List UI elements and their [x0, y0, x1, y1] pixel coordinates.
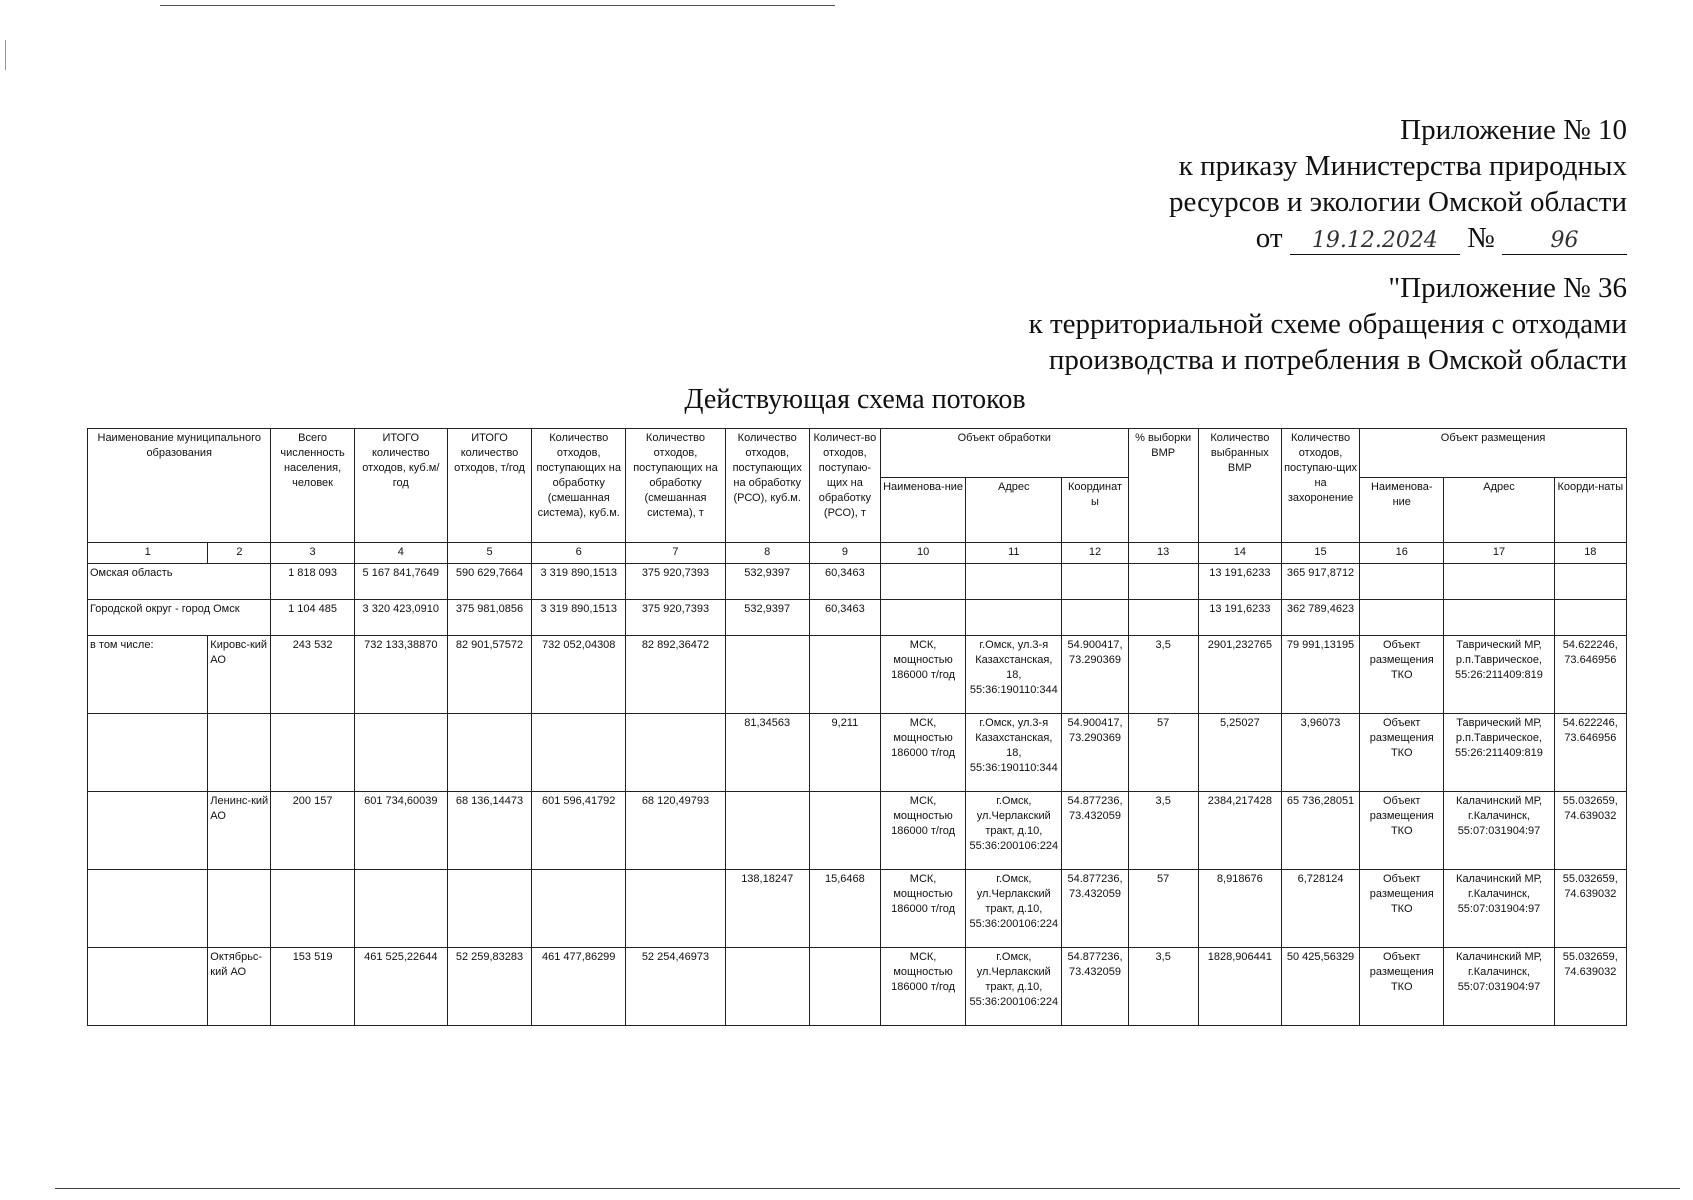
order-date: 19.12.2024: [1290, 228, 1460, 255]
cell-volume-total: [354, 714, 447, 792]
appendix-header: [1029, 112, 1627, 378]
col-head-place-address: Адрес: [1444, 478, 1554, 543]
cell-mass-mixed: 82 892,36472: [626, 636, 725, 714]
cell-proc-name: МСК, мощностью 186000 т/год: [880, 948, 965, 1026]
cell-place-coords: 55.032659, 74.639032: [1554, 870, 1626, 948]
cell-proc-address: г.Омск, ул.Черлакский тракт, д.10, 55:36:200106:224: [966, 792, 1062, 870]
cell-vmr-quantity: 2384,217428: [1198, 792, 1281, 870]
cell-proc-coords: 54.900417, 73.290369: [1062, 636, 1128, 714]
cell-proc-address: г.Омск, ул.Черлакский тракт, д.10, 55:36:200106:224: [966, 870, 1062, 948]
cell-population: 200 157: [271, 792, 354, 870]
cell-mo: [88, 792, 208, 870]
column-number: 2: [208, 543, 271, 564]
cell-place-name: Объект размещения ТКО: [1360, 870, 1444, 948]
region-line: производства и потребления в Омской области: [1048, 344, 1627, 376]
cell-population: [271, 870, 354, 948]
col-head-mass-rso: Количест-во отходов, поступаю-щих на обработку (РСО), т: [809, 429, 880, 543]
column-number: 7: [626, 543, 725, 564]
cell-burial: 3,96073: [1281, 714, 1359, 792]
cell-place-coords: 54.622246, 73.646956: [1554, 636, 1626, 714]
cell-vmr-percent: [1128, 564, 1198, 600]
cell-place-coords: [1554, 564, 1626, 600]
column-number: 4: [354, 543, 447, 564]
cell-volume-mixed: [532, 714, 626, 792]
cell-vmr-quantity: 13 191,6233: [1198, 600, 1281, 636]
scheme-line: к территориальной схеме обращения с отходами: [1028, 308, 1627, 340]
cell-proc-coords: [1062, 564, 1128, 600]
col-head-proc-address: Адрес: [966, 478, 1062, 543]
cell-volume-mixed: 601 596,41792: [532, 792, 626, 870]
flow-table: [87, 428, 1627, 1026]
cell-place-name: [1360, 600, 1444, 636]
bottom-rule: [55, 1188, 1680, 1189]
cell-place-address: Калачинский МР, г.Калачинск, 55:07:031904:97: [1444, 870, 1554, 948]
cell-population: [271, 714, 354, 792]
column-number: 13: [1128, 543, 1198, 564]
cell-vmr-percent: 57: [1128, 714, 1198, 792]
appendix-number: Приложение № 10: [1400, 114, 1627, 146]
col-head-vmr-quantity: Количество выбранных ВМР: [1198, 429, 1281, 543]
date-line: [1029, 220, 1627, 256]
cell-vmr-quantity: 1828,906441: [1198, 948, 1281, 1026]
cell-vmr-quantity: 13 191,6233: [1198, 564, 1281, 600]
cell-burial: 6,728124: [1281, 870, 1359, 948]
cell-mass-total: 52 259,83283: [447, 948, 531, 1026]
cell-volume-total: 461 525,22644: [354, 948, 447, 1026]
cell-vmr-percent: 57: [1128, 870, 1198, 948]
cell-vmr-percent: 3,5: [1128, 948, 1198, 1026]
cell-place-address: Калачинский МР, г.Калачинск, 55:07:031904:97: [1444, 792, 1554, 870]
cell-mass-mixed: 375 920,7393: [626, 564, 725, 600]
cell-volume-total: [354, 870, 447, 948]
cell-proc-address: г.Омск, ул.3-я Казахстанская, 18, 55:36:190110:344: [966, 714, 1062, 792]
col-head-volume-mixed: Количество отходов, поступающих на обработку (смешанная система), куб.м.: [532, 429, 626, 543]
cell-volume-total: 601 734,60039: [354, 792, 447, 870]
col-head-proc-name: Наименова-ние: [880, 478, 965, 543]
col-head-vmr-percent: % выборки ВМР: [1128, 429, 1198, 543]
table-row: [88, 870, 1627, 948]
col-head-mass-mixed: Количество отходов, поступающих на обработку (смешанная система), т: [626, 429, 725, 543]
cell-proc-coords: 54.877236, 73.432059: [1062, 792, 1128, 870]
cell-proc-address: [966, 600, 1062, 636]
cell-volume-total: 732 133,38870: [354, 636, 447, 714]
cell-mass-total: 375 981,0856: [447, 600, 531, 636]
cell-district: Кировс-кий АО: [208, 636, 271, 714]
cell-mo: [88, 714, 208, 792]
cell-population: 243 532: [271, 636, 354, 714]
cell-place-name: [1360, 564, 1444, 600]
column-number: 18: [1554, 543, 1626, 564]
cell-volume-rso: [725, 792, 809, 870]
cell-proc-name: МСК, мощностью 186000 т/год: [880, 792, 965, 870]
column-number: 14: [1198, 543, 1281, 564]
cell-volume-mixed: 461 477,86299: [532, 948, 626, 1026]
ot-label: от: [1255, 222, 1283, 254]
cell-place-address: Таврический МР, р.п.Таврическое, 55:26:211409:819: [1444, 714, 1554, 792]
cell-proc-coords: 54.877236, 73.432059: [1062, 870, 1128, 948]
cell-district: Ленинс-кий АО: [208, 792, 271, 870]
page-title: Действующая схема потоков: [684, 384, 1026, 415]
cell-place-address: [1444, 600, 1554, 636]
top-rule: [160, 5, 835, 6]
cell-mass-rso: 60,3463: [809, 600, 880, 636]
col-head-mass-total: ИТОГО количество отходов, т/год: [447, 429, 531, 543]
cell-vmr-quantity: 8,918676: [1198, 870, 1281, 948]
cell-mass-rso: 15,6468: [809, 870, 880, 948]
column-number: 11: [966, 543, 1062, 564]
cell-mass-total: [447, 870, 531, 948]
column-number-row: [88, 543, 1627, 564]
cell-proc-name: МСК, мощностью 186000 т/год: [880, 870, 965, 948]
cell-place-name: Объект размещения ТКО: [1360, 948, 1444, 1026]
cell-district: Октябрьс-кий АО: [208, 948, 271, 1026]
cell-vmr-percent: [1128, 600, 1198, 636]
cell-district: [208, 714, 271, 792]
cell-volume-rso: 81,34563: [725, 714, 809, 792]
scheme-appendix-number: "Приложение № 36: [1388, 272, 1627, 304]
cell-proc-name: МСК, мощностью 186000 т/год: [880, 636, 965, 714]
col-head-population: Всего численность населения, человек: [271, 429, 354, 543]
cell-proc-name: МСК, мощностью 186000 т/год: [880, 714, 965, 792]
table-row: [88, 600, 1627, 636]
col-head-processing-object: Объект обработки: [880, 429, 1128, 478]
cell-burial: 50 425,56329: [1281, 948, 1359, 1026]
column-number: 17: [1444, 543, 1554, 564]
cell-place-name: Объект размещения ТКО: [1360, 792, 1444, 870]
table-row: [88, 948, 1627, 1026]
table-row: [88, 564, 1627, 600]
cell-mass-total: 590 629,7664: [447, 564, 531, 600]
cell-population: 153 519: [271, 948, 354, 1026]
cell-proc-coords: 54.900417, 73.290369: [1062, 714, 1128, 792]
column-number: 5: [447, 543, 531, 564]
cell-mass-total: [447, 714, 531, 792]
cell-mass-mixed: 52 254,46973: [626, 948, 725, 1026]
cell-volume-total: 5 167 841,7649: [354, 564, 447, 600]
cell-proc-coords: [1062, 600, 1128, 636]
cell-vmr-percent: 3,5: [1128, 636, 1198, 714]
cell-district: [208, 870, 271, 948]
cell-mo: в том числе:: [88, 636, 208, 714]
cell-place-name: Объект размещения ТКО: [1360, 714, 1444, 792]
col-head-mo: Наименование муниципального образования: [88, 429, 271, 543]
cell-mass-mixed: 375 920,7393: [626, 600, 725, 636]
cell-vmr-percent: 3,5: [1128, 792, 1198, 870]
col-head-placement-object: Объект размещения: [1360, 429, 1627, 478]
cell-mass-rso: [809, 792, 880, 870]
column-number: 6: [532, 543, 626, 564]
cell-vmr-quantity: 2901,232765: [1198, 636, 1281, 714]
column-number: 9: [809, 543, 880, 564]
cell-proc-address: [966, 564, 1062, 600]
table-row: [88, 636, 1627, 714]
col-head-volume-total: ИТОГО количество отходов, куб.м/год: [354, 429, 447, 543]
column-number: 10: [880, 543, 965, 564]
table-row: [88, 714, 1627, 792]
cell-proc-address: г.Омск, ул.Черлакский тракт, д.10, 55:36:200106:224: [966, 948, 1062, 1026]
cell-volume-total: 3 320 423,0910: [354, 600, 447, 636]
cell-mo: [88, 948, 208, 1026]
column-number: 8: [725, 543, 809, 564]
cell-vmr-quantity: 5,25027: [1198, 714, 1281, 792]
cell-proc-name: [880, 564, 965, 600]
column-number: 1: [88, 543, 208, 564]
column-number: 15: [1281, 543, 1359, 564]
cell-place-name: Объект размещения ТКО: [1360, 636, 1444, 714]
cell-population: 1 104 485: [271, 600, 354, 636]
col-head-burial: Количество отходов, поступаю-щих на захоронение: [1281, 429, 1359, 543]
col-head-volume-rso: Количество отходов, поступающих на обработку (РСО), куб.м.: [725, 429, 809, 543]
col-head-proc-coords: Координат ы: [1062, 478, 1128, 543]
cell-volume-rso: [725, 636, 809, 714]
cell-place-address: Калачинский МР, г.Калачинск, 55:07:031904:97: [1444, 948, 1554, 1026]
order-line: к приказу Министерства природных: [1178, 150, 1627, 182]
cell-burial: 65 736,28051: [1281, 792, 1359, 870]
cell-volume-mixed: 732 052,04308: [532, 636, 626, 714]
cell-volume-mixed: 3 319 890,1513: [532, 600, 626, 636]
cell-mass-total: 82 901,57572: [447, 636, 531, 714]
cell-mass-rso: 9,211: [809, 714, 880, 792]
cell-mass-mixed: 68 120,49793: [626, 792, 725, 870]
cell-volume-rso: 138,18247: [725, 870, 809, 948]
order-number: 96: [1502, 228, 1627, 255]
cell-proc-name: [880, 600, 965, 636]
cell-mo: Городской округ - город Омск: [88, 600, 271, 636]
cell-place-address: Таврический МР, р.п.Таврическое, 55:26:211409:819: [1444, 636, 1554, 714]
column-number: 3: [271, 543, 354, 564]
cell-mass-mixed: [626, 870, 725, 948]
scan-margin-mark: [5, 40, 6, 70]
cell-mass-rso: [809, 636, 880, 714]
number-sign: №: [1467, 222, 1495, 254]
cell-burial: 365 917,8712: [1281, 564, 1359, 600]
cell-proc-address: г.Омск, ул.3-я Казахстанская, 18, 55:36:190110:344: [966, 636, 1062, 714]
cell-place-coords: 55.032659, 74.639032: [1554, 792, 1626, 870]
col-head-place-coords: Коорди-наты: [1554, 478, 1626, 543]
cell-mo: Омская область: [88, 564, 271, 600]
cell-place-coords: 54.622246, 73.646956: [1554, 714, 1626, 792]
cell-burial: 79 991,13195: [1281, 636, 1359, 714]
cell-mass-total: 68 136,14473: [447, 792, 531, 870]
cell-place-address: [1444, 564, 1554, 600]
ministry-line: ресурсов и экологии Омской области: [1169, 186, 1627, 218]
cell-volume-mixed: 3 319 890,1513: [532, 564, 626, 600]
cell-burial: 362 789,4623: [1281, 600, 1359, 636]
col-head-place-name: Наименова-ние: [1360, 478, 1444, 543]
cell-place-coords: [1554, 600, 1626, 636]
cell-proc-coords: 54.877236, 73.432059: [1062, 948, 1128, 1026]
cell-mass-rso: [809, 948, 880, 1026]
cell-population: 1 818 093: [271, 564, 354, 600]
cell-volume-mixed: [532, 870, 626, 948]
table-row: [88, 792, 1627, 870]
column-number: 16: [1360, 543, 1444, 564]
cell-mass-rso: 60,3463: [809, 564, 880, 600]
cell-volume-rso: 532,9397: [725, 564, 809, 600]
cell-mass-mixed: [626, 714, 725, 792]
cell-mo: [88, 870, 208, 948]
cell-volume-rso: 532,9397: [725, 600, 809, 636]
cell-place-coords: 55.032659, 74.639032: [1554, 948, 1626, 1026]
column-number: 12: [1062, 543, 1128, 564]
cell-volume-rso: [725, 948, 809, 1026]
